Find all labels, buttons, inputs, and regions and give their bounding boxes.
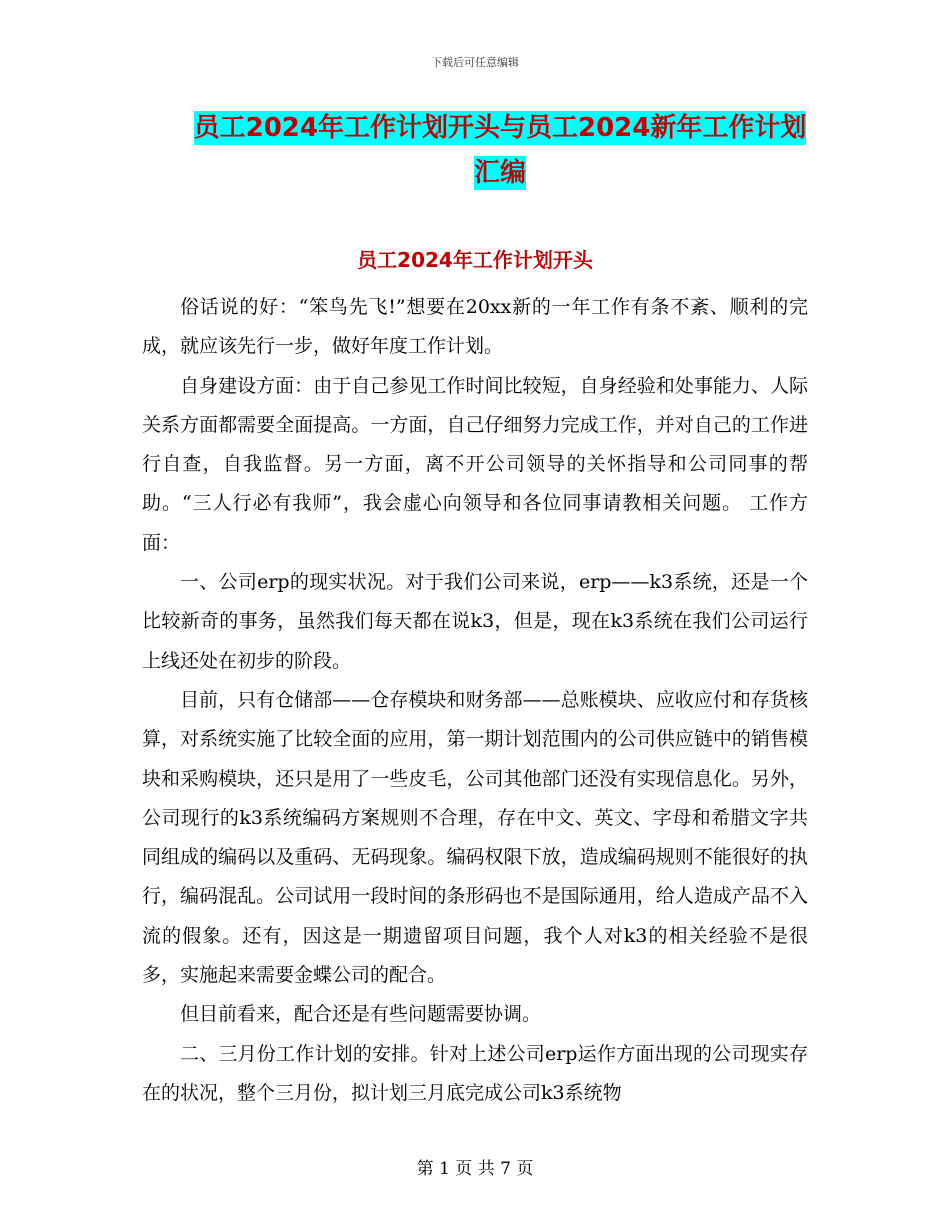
document-title-line1: 员工2024年工作计划开头与员工2024新年工作计划 bbox=[193, 113, 807, 143]
paragraph-4: 目前，只有仓储部——仓存模块和财务部——总账模块、应收应付和存货核算，对系统实施了比较全面的应用，第一期计划范围内的公司供应链中的销售模块和采购模块，还只是用了一些皮毛，公司其他部门还没有实现信息化。另外，公司现行的k3系统编码方案规则不合理，存在中文、英文、字母和希腊文字共同组成的编码以及重码、无码现象。编码权限下放，造成编码规则不能很好的执行，编码混乱。公司试用一段时间的条形码也不是国际通用，给人造成产品不入流的假象。还有，因这是一期遗留项目问题，我个人对k3的相关经验不是很多，实施起来需要金蝶公司的配合。 bbox=[142, 688, 808, 987]
paragraph-6: 二、三月份工作计划的安排。针对上述公司erp运作方面出现的公司现实存在的状况，整个三月份，拟计划三月底完成公司k3系统物 bbox=[142, 1042, 808, 1104]
header-note: 下载后可任意编辑 bbox=[431, 56, 519, 69]
body-text bbox=[142, 288, 808, 1113]
section-title: 员工2024年工作计划开头 bbox=[357, 248, 593, 272]
document-title bbox=[140, 106, 860, 196]
document-title-line2: 汇编 bbox=[473, 158, 526, 188]
paragraph-1: 俗话说的好：“笨鸟先飞!”想要在20xx新的一年工作有条不紊、顺利的完成，就应该先行一步，做好年度工作计划。 bbox=[142, 296, 808, 358]
paragraph-2: 自身建设方面：由于自己参见工作时间比较短，自身经验和处事能力、人际关系方面都需要全面提高。一方面，自己仔细努力完成工作，并对自己的工作进行自查，自我监督。另一方面，离不开公司领导的关怀指导和公司同事的帮助。“三人行必有我师”，我会虚心向领导和各位同事请教相关问题。 工作方面： bbox=[142, 374, 808, 554]
paragraph-5: 但目前看来，配合还是有些问题需要协调。 bbox=[180, 1003, 542, 1026]
page-indicator: 第 1 页 共 7 页 bbox=[416, 1159, 534, 1179]
paragraph-3: 一、公司erp的现实状况。对于我们公司来说，erp——k3系统，还是一个比较新奇的事务，虽然我们每天都在说k3，但是，现在k3系统在我们公司运行上线还处在初步的阶段。 bbox=[142, 571, 808, 672]
